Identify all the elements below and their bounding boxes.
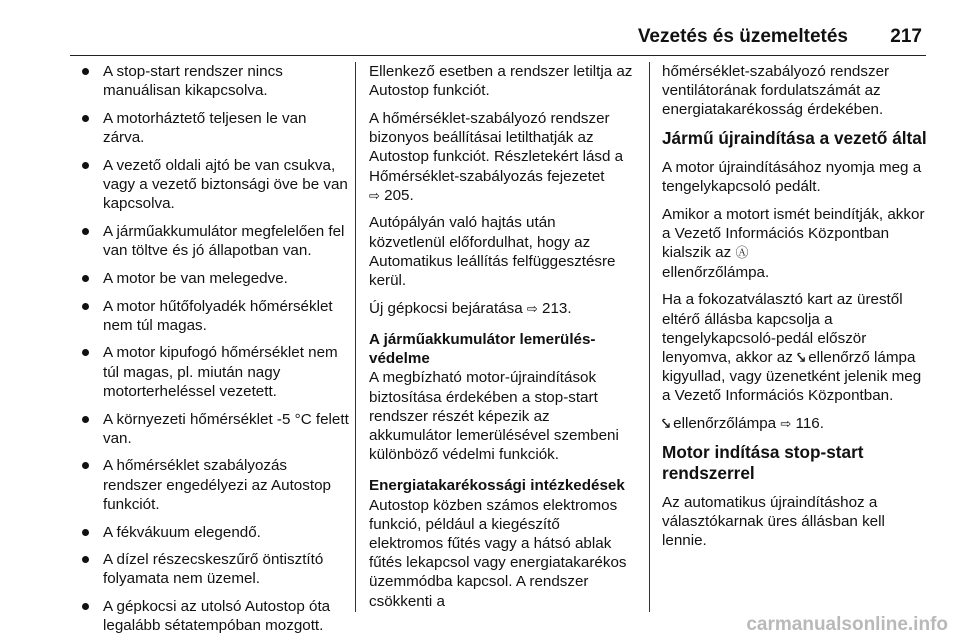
paragraph: A motor újraindításához nyomja meg a tengelykapcsoló pedált. xyxy=(662,159,922,196)
service-vehicle-icon: ⤥ xyxy=(797,348,804,365)
list-item: A fékvákuum elegendő. xyxy=(78,523,350,542)
autostop-indicator-icon: Ⓐ xyxy=(735,245,749,261)
page-ref-arrow-icon: ⇨ xyxy=(780,416,792,432)
column-2 xyxy=(369,62,635,619)
column-3 xyxy=(662,62,928,559)
paragraph: A megbízható motor-újraindítások biztosítása érdekében a stop-start rendszer részét képezik az akkumulátor lemerülésével szembeni különböző védelmi funkciók. xyxy=(369,369,619,464)
bullet-icon xyxy=(82,68,89,75)
bullet-icon xyxy=(82,416,89,423)
section-heading-driver-restart: Jármű újraindítása a vezető által xyxy=(662,128,927,149)
bullet-icon xyxy=(82,228,89,235)
paragraph: Ha a fokozatválasztó kart az ürestől eltérő állásba kapcsolja a tengelykapcsoló-pedál először lenyomva, akkor az ⤥ ellenőrző lámpa kigyullad, vagy üzenetként jelenik meg a Vezető Információs Központban. xyxy=(662,291,922,405)
bullet-icon xyxy=(82,162,89,169)
page-ref-arrow-icon: ⇨ xyxy=(526,300,538,316)
section-heading-stop-start-start: Motor indítása stop-start rendszerrel xyxy=(662,441,864,483)
page-ref-link[interactable]: 116. xyxy=(795,415,824,433)
column-divider-left xyxy=(355,62,356,612)
page-header xyxy=(0,20,960,56)
list-item: A motorháztető teljesen le van zárva. xyxy=(78,109,350,147)
subheading-energy-saving: Energiatakarékossági intézkedések xyxy=(369,477,625,495)
list-item: A gépkocsi az utolsó Autostop óta legalább sétatempóban mozgott. xyxy=(78,597,350,635)
bullet-icon xyxy=(82,115,89,122)
service-vehicle-icon: ⤥ xyxy=(662,415,669,432)
watermark: carmanualsonline.info xyxy=(746,614,948,635)
subheading-battery-protection: A járműakkumulátor lemerülés-védelme xyxy=(369,330,596,368)
page-ref-link[interactable]: 213. xyxy=(542,299,572,317)
paragraph: Az automatikus újraindításhoz a választókarnak üres állásban kell lennie. xyxy=(662,493,885,550)
list-item: A környezeti hőmérséklet -5 °C felett van. xyxy=(78,410,350,448)
bullet-icon xyxy=(82,303,89,310)
paragraph: ⤥ ellenőrzőlámpa ⇨ 116. xyxy=(662,415,824,433)
paragraph: Autópályán való hajtás után közvetlenül előfordulhat, hogy az Automatikus leállítás felfüggesztésre kerül. xyxy=(369,214,616,290)
paragraph: hőmérséklet-szabályozó rendszer ventilátorának fordulatszámát az energiatakarékosság érdekében. xyxy=(662,63,890,119)
list-item: A hőmérséklet szabályozás rendszer engedélyezi az Autostop funkciót. xyxy=(78,456,350,514)
bullet-icon xyxy=(82,529,89,536)
header-divider xyxy=(70,55,926,56)
column-divider-right xyxy=(649,62,650,612)
list-item: A dízel részecskeszűrő öntisztító folyamata nem üzemel. xyxy=(78,550,350,588)
bullet-icon xyxy=(82,556,89,563)
list-item: A motor be van melegedve. xyxy=(78,269,350,288)
list-item: A járműakkumulátor megfelelően fel van töltve és jó állapotban van. xyxy=(78,222,350,260)
paragraph: A hőmérséklet-szabályozó rendszer bizonyos beállításai letilthatják az Autostop funkciót. Részletekért lásd a Hőmérséklet-szabályozás fejezetet ⇨ 205. xyxy=(369,109,624,204)
page-ref-arrow-icon: ⇨ xyxy=(369,187,380,203)
paragraph: Autostop közben számos elektromos funkció, például a kiegészítő elektromos fűtés vagy a hátsó ablak fűtés lekapcsol vagy energiatakarékos üzemmódba kapcsol. A rendszer csökkenti a xyxy=(369,496,627,610)
chapter-title: Vezetés és üzemeltetés xyxy=(637,26,848,47)
page-number: 217 xyxy=(890,26,922,47)
conditions-list xyxy=(78,62,350,636)
paragraph: Ellenkező esetben a rendszer letiltja az Autostop funkciót. xyxy=(369,63,633,100)
paragraph: Új gépkocsi bejáratása ⇨ 213. xyxy=(369,299,572,317)
bullet-icon xyxy=(82,462,89,469)
bullet-icon xyxy=(82,603,89,610)
list-item: A vezető oldali ajtó be van csukva, vagy a vezető biztonsági öve be van kapcsolva. xyxy=(78,156,350,214)
list-item: A motor kipufogó hőmérséklet nem túl magas, pl. miután nagy motorterheléssel vezetett. xyxy=(78,343,350,401)
page-ref-link[interactable]: 205. xyxy=(384,186,414,204)
column-1 xyxy=(78,62,350,644)
paragraph: Amikor a motort ismét beindítják, akkor a Vezető Információs Központban kialszik az Ⓐ ellenőrzőlámpa. xyxy=(662,206,925,281)
list-item: A motor hűtőfolyadék hőmérséklet nem túl magas. xyxy=(78,297,350,335)
list-item: A stop-start rendszer nincs manuálisan kikapcsolva. xyxy=(78,62,350,100)
bullet-icon xyxy=(82,349,89,356)
bullet-icon xyxy=(82,275,89,282)
